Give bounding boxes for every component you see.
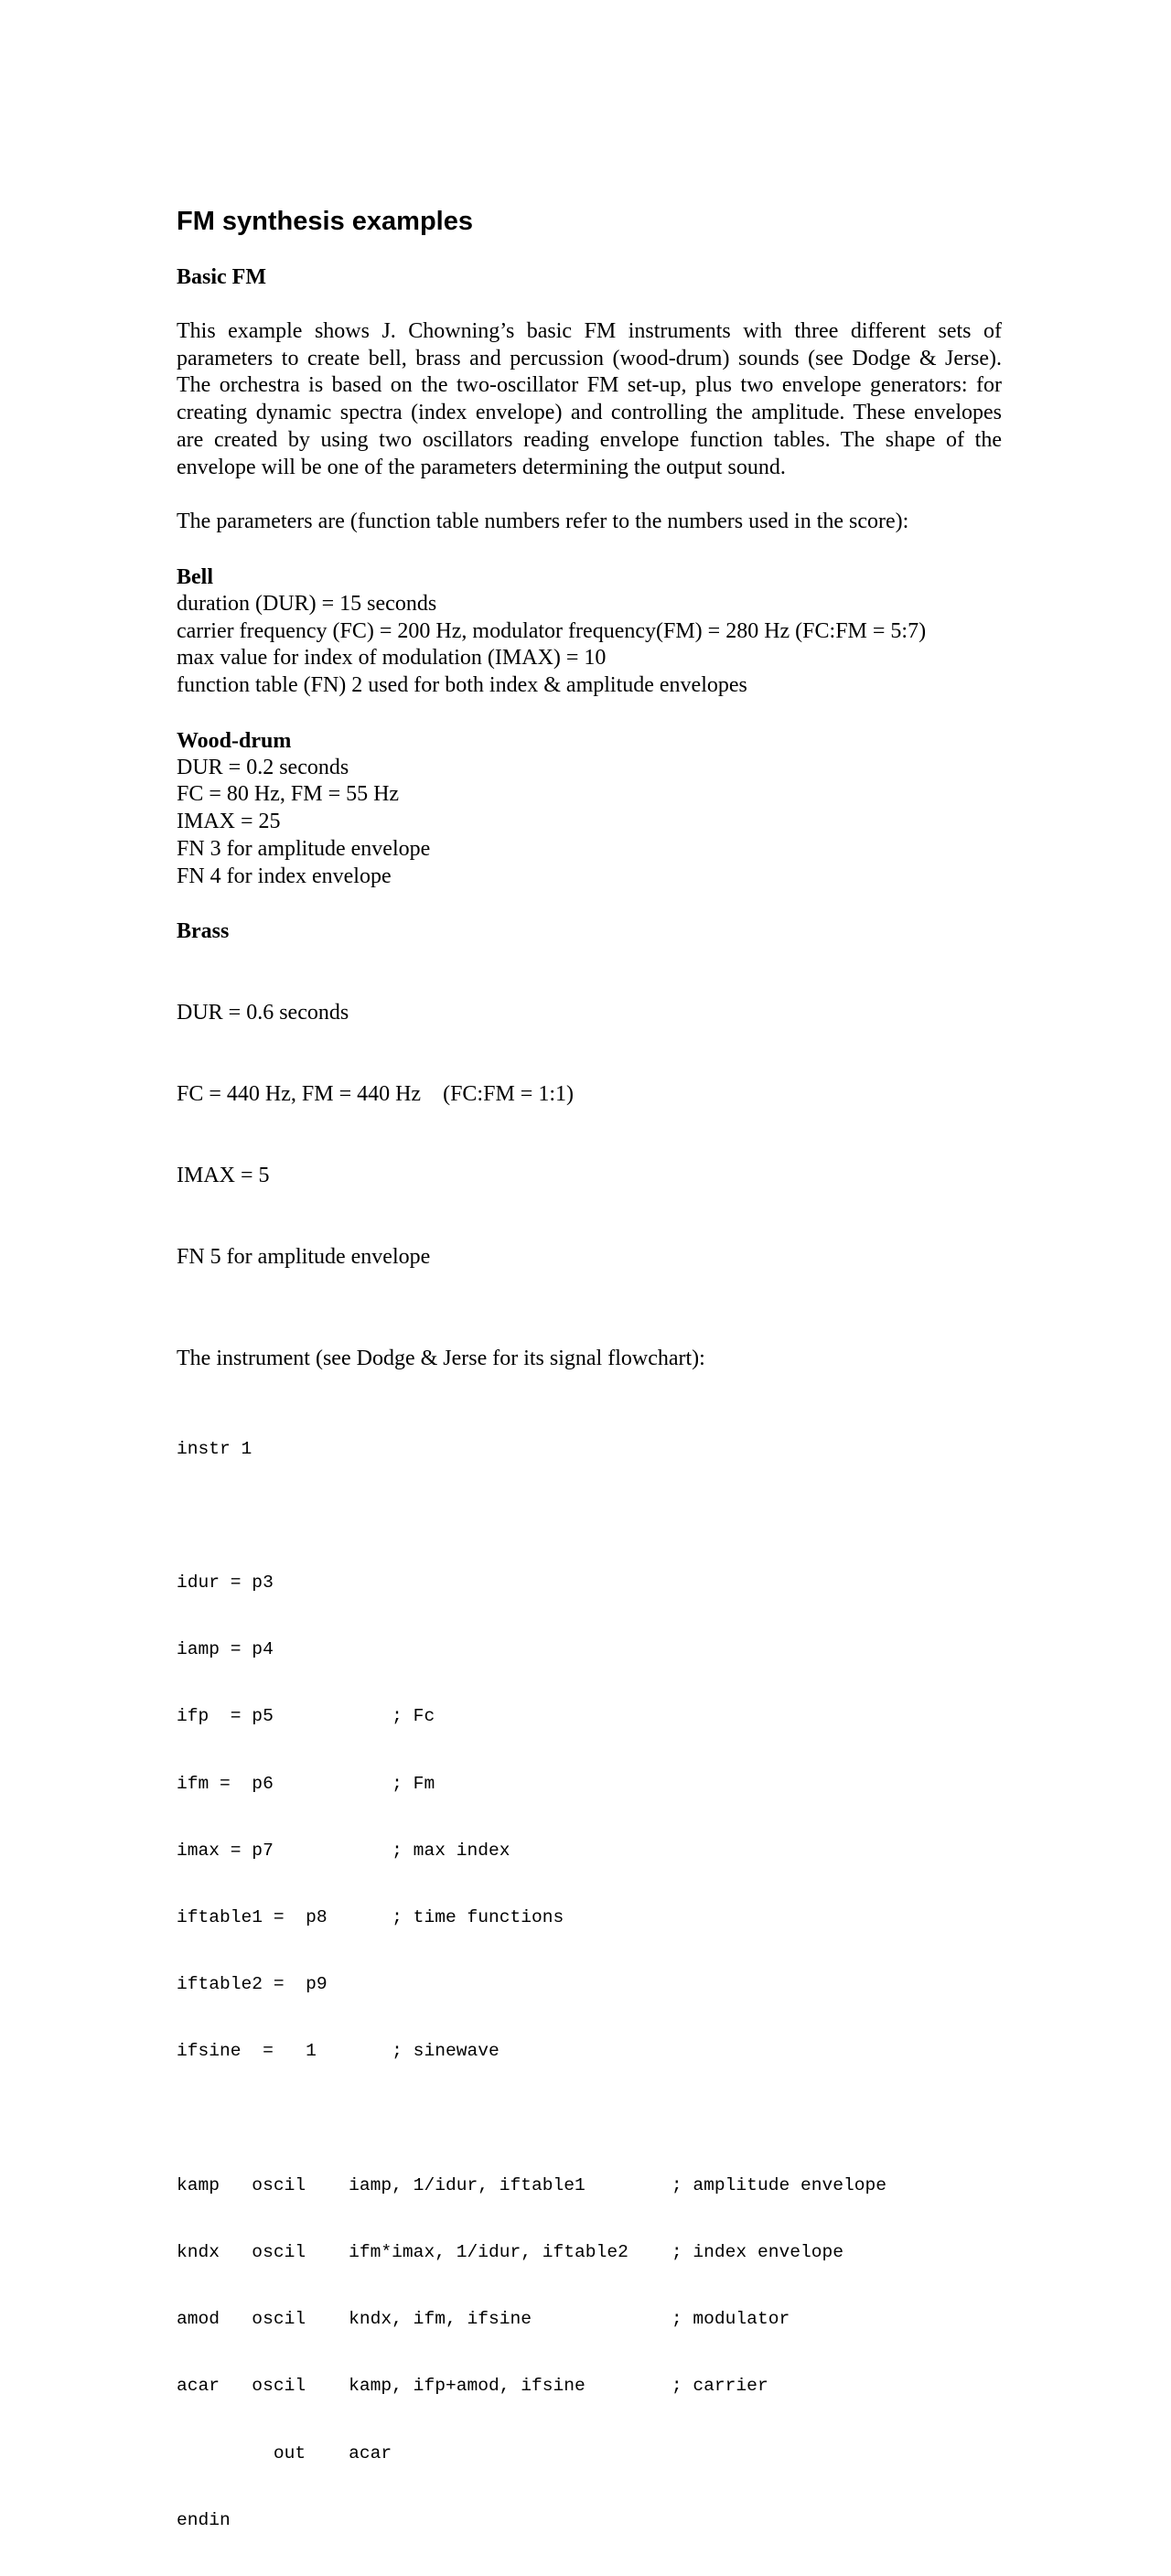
code-line: iamp = p4 xyxy=(177,1639,274,1660)
code-line: kamp oscil iamp, 1/idur, iftable1 ; amplitude envelope xyxy=(177,2174,887,2195)
bell-block xyxy=(177,564,1002,700)
bell-heading: Bell xyxy=(177,564,213,589)
csound-code-block xyxy=(177,1393,1002,2576)
param-line: IMAX = 25 xyxy=(177,810,281,834)
param-line: FC = 80 Hz, FM = 55 Hz xyxy=(177,782,400,807)
code-line: ifsine = 1 ; sinewave xyxy=(177,2041,500,2062)
params-intro: The parameters are (function table numbers refer to the numbers used in the score): xyxy=(177,510,909,534)
param-line: carrier frequency (FC) = 200 Hz, modulator frequency(FM) = 280 Hz (FC:FM = 5:7) xyxy=(177,618,927,643)
param-line: duration (DUR) = 15 seconds xyxy=(177,591,437,616)
wood-drum-block xyxy=(177,727,1002,891)
param-line: FC = 440 Hz, FM = 440 Hz (FC:FM = 1:1) xyxy=(177,1081,574,1106)
code-line: iftable1 = p8 ; time functions xyxy=(177,1907,564,1928)
wood-drum-params xyxy=(177,755,1002,891)
code-line: idur = p3 xyxy=(177,1572,274,1594)
document-content xyxy=(177,198,1002,2576)
code-line: instr 1 xyxy=(177,1438,252,1459)
param-line: DUR = 0.6 seconds xyxy=(177,1000,349,1025)
section-heading: Basic FM xyxy=(177,265,266,289)
instrument-intro: The instrument (see Dodge & Jerse for its signal flowchart): xyxy=(177,1347,705,1371)
code-line: kndx oscil ifm*imax, 1/idur, iftable2 ; index envelope xyxy=(177,2242,844,2263)
brass-heading: Brass xyxy=(177,919,230,944)
page-title: FM synthesis examples xyxy=(177,207,473,236)
param-line: max value for index of modulation (IMAX) = 10 xyxy=(177,646,607,671)
brass-block xyxy=(177,918,1002,1326)
code-line xyxy=(177,1505,1002,1527)
param-line: FN 3 for amplitude envelope xyxy=(177,836,431,861)
param-line: DUR = 0.2 seconds xyxy=(177,755,349,779)
code-line: out acar xyxy=(177,2442,392,2463)
code-line: acar oscil kamp, ifp+amod, ifsine ; carrier xyxy=(177,2376,768,2397)
param-line: FN 4 for index envelope xyxy=(177,864,392,888)
param-line: IMAX = 5 xyxy=(177,1163,270,1187)
code-line: ifm = p6 ; Fm xyxy=(177,1773,435,1794)
code-line: amod oscil kndx, ifm, ifsine ; modulator xyxy=(177,2309,790,2330)
code-line: ifp = p5 ; Fc xyxy=(177,1706,435,1727)
param-line: function table (FN) 2 used for both index & amplitude envelopes xyxy=(177,673,747,698)
code-line: imax = p7 ; max index xyxy=(177,1840,510,1861)
param-line: FN 5 for amplitude envelope xyxy=(177,1244,431,1269)
code-line: iftable2 = p9 xyxy=(177,1974,328,1995)
code-line: endin xyxy=(177,2509,231,2530)
wood-drum-heading: Wood-drum xyxy=(177,728,292,753)
bell-params xyxy=(177,591,1002,700)
code-line xyxy=(177,2108,1002,2130)
brass-params xyxy=(177,945,1002,1326)
intro-paragraph: This example shows J. Chowning’s basic FM instruments with three different sets of parameters to create bell, brass and percussion (wood-drum) sounds (see Dodge & Jerse). The orchestra is based on the two-oscillator FM set-up, plus two envelope generators: for creating dynamic spectra (index envelope) and controlling the amplitude. These envelopes are created by using two oscillators reading envelope function tables. The shape of the envelope will be one of the parameters determining the output sound. xyxy=(177,319,1002,479)
